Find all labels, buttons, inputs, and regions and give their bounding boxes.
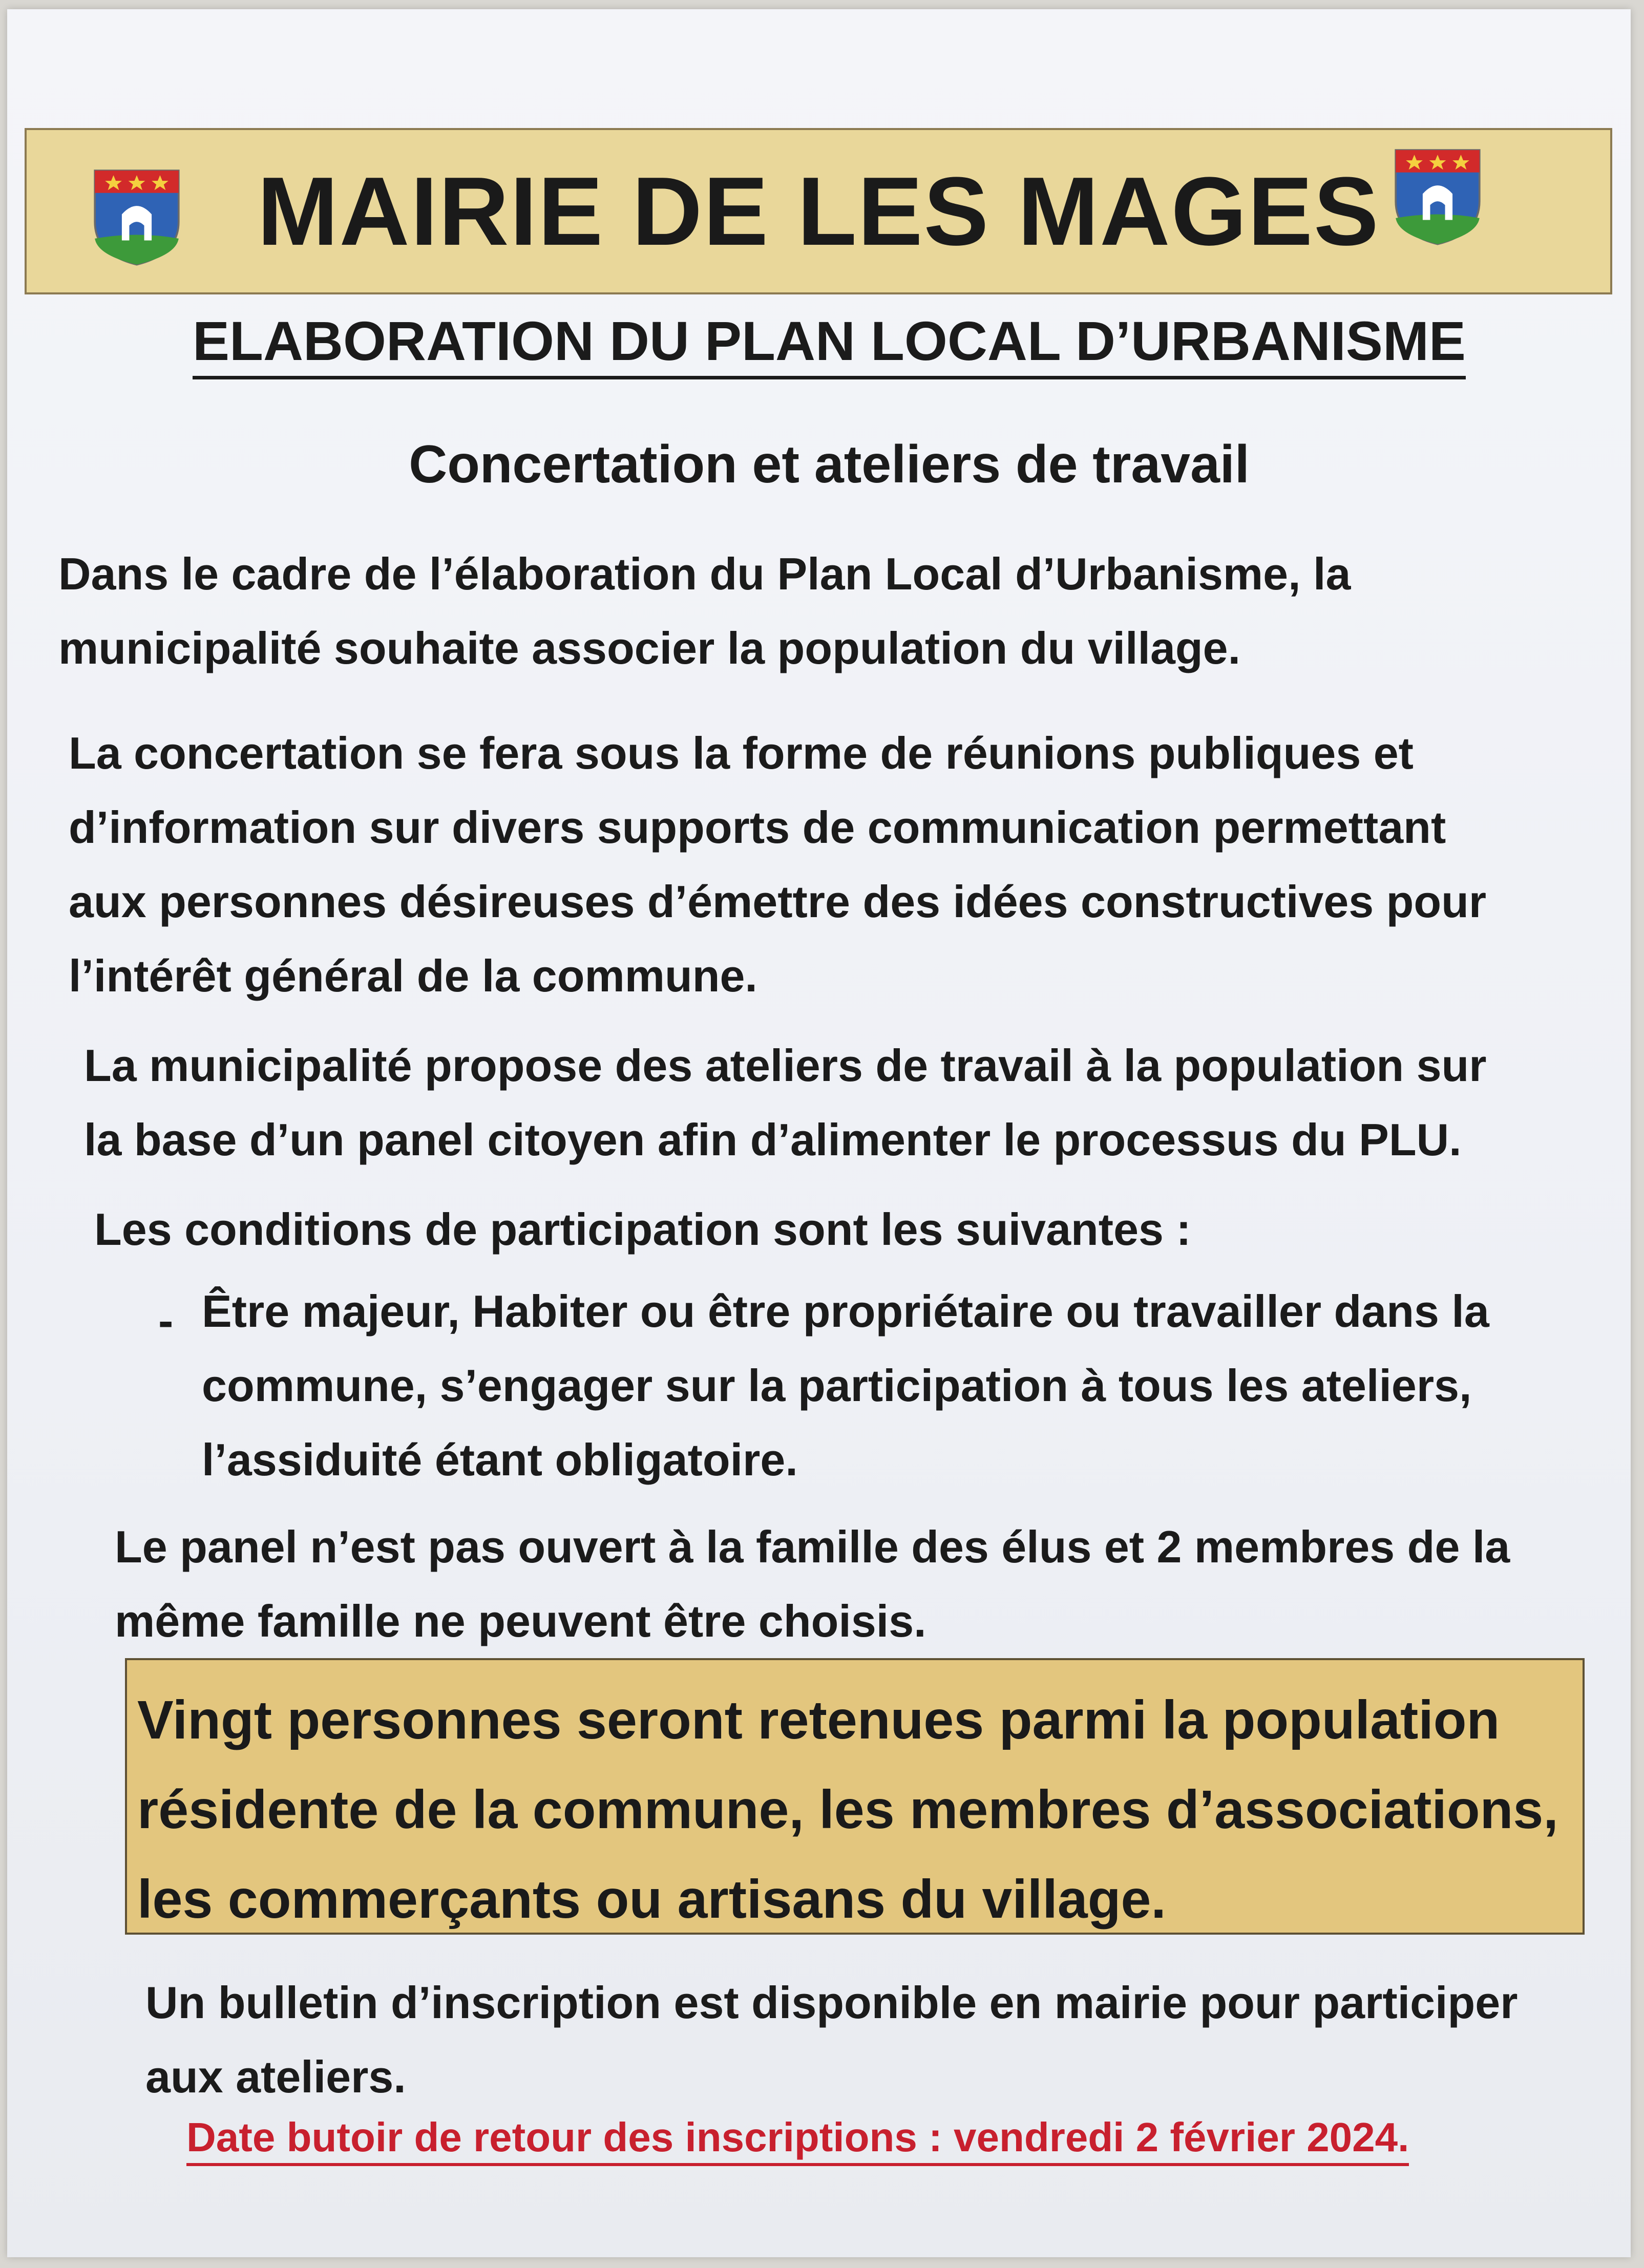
- coat-of-arms-icon: [88, 166, 185, 268]
- text-line: l’assiduité étant obligatoire.: [202, 1434, 798, 1485]
- intro-paragraph: [58, 537, 1351, 685]
- header-banner: [25, 128, 1612, 294]
- list-bullet: -: [158, 1295, 174, 1346]
- text-line: aux personnes désireuses d’émettre des idées constructives pour: [69, 876, 1487, 927]
- text-line: Les conditions de participation sont les suivantes :: [94, 1204, 1191, 1255]
- text-line: Un bulletin d’inscription est disponible en mairie pour participer: [145, 1977, 1518, 2028]
- text-line: aux ateliers.: [145, 2051, 406, 2102]
- text-line: les commerçants ou artisans du village.: [137, 1869, 1166, 1930]
- text-line: Dans le cadre de l’élaboration du Plan Local d’Urbanisme, la: [58, 548, 1351, 599]
- section-heading: ELABORATION DU PLAN LOCAL D’URBANISME: [7, 309, 1644, 373]
- text-line: la base d’un panel citoyen afin d’alimenter le processus du PLU.: [84, 1114, 1462, 1165]
- page-title: MAIRIE DE LES MAGES: [257, 157, 1380, 266]
- text-line: Être majeur, Habiter ou être propriétaire ou travailler dans la: [202, 1286, 1489, 1337]
- ateliers-paragraph: [84, 1028, 1487, 1177]
- concertation-paragraph: [69, 716, 1486, 1013]
- bulletin-paragraph: [145, 1965, 1517, 2114]
- section-subheading: Concertation et ateliers de travail: [409, 435, 1250, 494]
- text-line: résidente de la commune, les membres d’associations,: [137, 1779, 1558, 1840]
- text-line: d’information sur divers supports de communication permettant: [69, 802, 1446, 853]
- text-line: Vingt personnes seront retenues parmi la population: [137, 1690, 1500, 1750]
- text-line: La municipalité propose des ateliers de travail à la population sur: [84, 1040, 1487, 1091]
- text-line: même famille ne peuvent être choisis.: [115, 1596, 926, 1646]
- panel-paragraph: [115, 1510, 1510, 1658]
- conditions-intro: [94, 1192, 1191, 1266]
- coat-of-arms-icon: [1389, 145, 1486, 248]
- text-line: l’intérêt général de la commune.: [69, 950, 757, 1001]
- text-line: municipalité souhaite associer la population du village.: [58, 623, 1241, 673]
- text-line: La concertation se fera sous la forme de réunions publiques et: [69, 728, 1414, 778]
- highlight-box: [125, 1658, 1585, 1935]
- text-line: Le panel n’est pas ouvert à la famille des élus et 2 membres de la: [115, 1521, 1510, 1572]
- highlight-text: [137, 1676, 1558, 1944]
- condition-list-item: [202, 1274, 1489, 1497]
- deadline-notice: Date butoir de retour des inscriptions : vendredi 2 février 2024.: [186, 2114, 1409, 2166]
- text-line: commune, s’engager sur la participation à tous les ateliers,: [202, 1360, 1472, 1411]
- poster-sheet: [7, 9, 1631, 2257]
